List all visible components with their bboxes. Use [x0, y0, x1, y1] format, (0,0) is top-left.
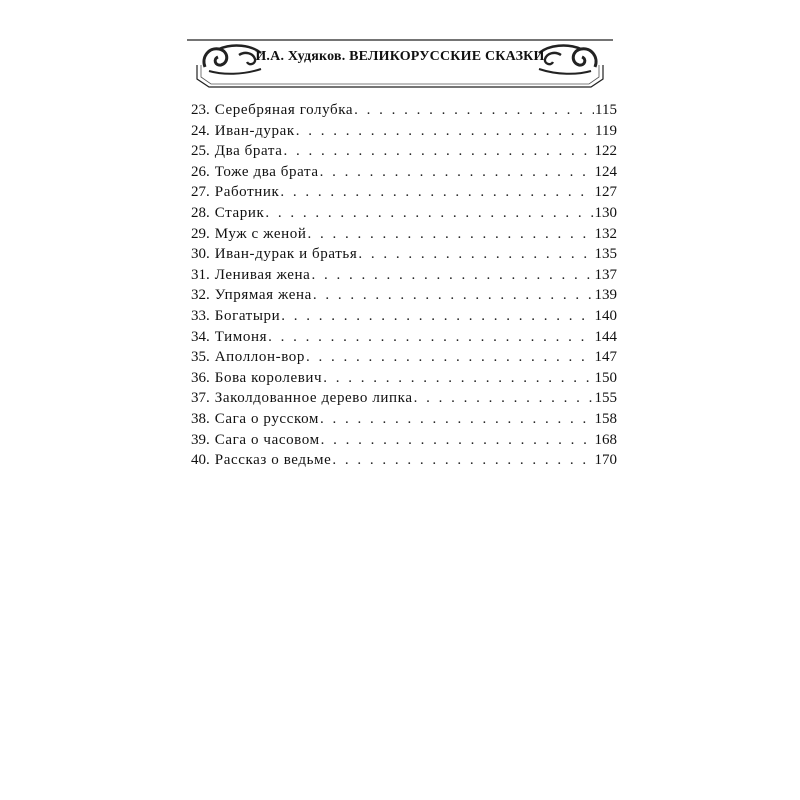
toc-entry: [191, 121, 617, 142]
toc-entry-title: Муж с женой: [214, 225, 307, 242]
toc-entry: [191, 244, 617, 265]
dot-leader: [296, 121, 594, 142]
dot-leader: [283, 141, 593, 162]
toc-entry-title: Упрямая жена: [214, 287, 312, 304]
toc-entry-page: 147: [594, 349, 617, 366]
dot-leader: [320, 409, 594, 430]
toc-entry-page: 132: [594, 225, 617, 242]
toc-entry: [191, 306, 617, 327]
toc-entry-number: 30.: [191, 246, 210, 263]
toc-entry-page: 127: [594, 184, 617, 201]
toc-entry-title: Тоже два брата: [214, 163, 319, 180]
toc-entry-page: 135: [594, 246, 617, 263]
dot-leader: [332, 450, 593, 471]
toc-entry: [191, 450, 617, 471]
toc-entry-page: 140: [594, 307, 617, 324]
toc-entry-number: 36.: [191, 369, 210, 386]
toc-entry-number: 32.: [191, 287, 210, 304]
toc-entry: [191, 430, 617, 451]
toc-entry-title: Заколдованное дерево липка: [214, 390, 413, 407]
toc-entry-page: 115: [595, 102, 617, 118]
toc-entry-page: 150: [594, 369, 617, 386]
toc-entry-number: 29.: [191, 225, 210, 242]
dot-leader: [311, 265, 593, 286]
toc-entry-page: 139: [594, 287, 617, 304]
dot-leader: [321, 430, 594, 451]
dot-leader: [313, 285, 594, 306]
toc-entry-number: 27.: [191, 184, 210, 201]
dot-leader: [320, 162, 594, 183]
toc-entry-title: Сага о русском: [214, 410, 319, 427]
toc-entry: [191, 182, 617, 203]
toc-entry-page: 130: [594, 204, 617, 221]
toc-entry-number: 26.: [191, 163, 210, 180]
toc-entry-title: Богатыри: [214, 307, 281, 324]
toc-entry-title: Аполлон-вор: [214, 349, 305, 366]
toc-entry: [191, 265, 617, 286]
dot-leader: [265, 203, 593, 224]
toc-entry: [191, 100, 617, 121]
toc-entry-number: 34.: [191, 328, 210, 345]
toc-entry-page: 137: [594, 266, 617, 283]
toc-entry: [191, 162, 617, 183]
dot-leader: [306, 347, 594, 368]
toc-entry-number: 28.: [191, 204, 210, 221]
dot-leader: [281, 306, 593, 327]
toc-entry: [191, 224, 617, 245]
toc-entry-page: 144: [594, 328, 617, 345]
toc-entry: [191, 203, 617, 224]
toc-entry-title: Работник: [214, 184, 280, 201]
dot-leader: [354, 100, 594, 121]
dot-leader: [323, 368, 593, 389]
table-of-contents: [191, 100, 617, 471]
toc-entry-page: 122: [594, 143, 617, 160]
dot-leader: [358, 244, 593, 265]
toc-entry: [191, 388, 617, 409]
toc-entry-title: Старик: [214, 204, 265, 221]
toc-entry-page: 170: [594, 452, 617, 469]
toc-entry-page: 119: [595, 122, 617, 139]
toc-entry-number: 40.: [191, 452, 210, 469]
toc-entry-number: 35.: [191, 349, 210, 366]
toc-entry-number: 38.: [191, 410, 210, 427]
toc-entry-number: 23.: [191, 102, 210, 118]
toc-entry: [191, 347, 617, 368]
header-title: И.А. Худяков. ВЕЛИКОРУССКИЕ СКАЗКИ: [255, 49, 545, 64]
toc-entry-title: Рассказ о ведьме: [214, 452, 332, 469]
toc-entry-number: 31.: [191, 266, 210, 283]
toc-entry-title: Серебряная голубка: [214, 102, 354, 118]
toc-entry-number: 33.: [191, 307, 210, 324]
toc-entry: [191, 327, 617, 348]
toc-entry-title: Иван-дурак: [214, 122, 295, 139]
toc-entry: [191, 285, 617, 306]
toc-entry-number: 39.: [191, 431, 210, 448]
toc-entry-title: Бова королевич: [214, 369, 323, 386]
toc-entry: [191, 368, 617, 389]
toc-entry-page: 155: [594, 390, 617, 407]
dot-leader: [308, 224, 594, 245]
toc-entry-title: Два брата: [214, 143, 283, 160]
toc-entry-page: 158: [594, 410, 617, 427]
toc-entry-number: 24.: [191, 122, 210, 139]
toc-entry-number: 25.: [191, 143, 210, 160]
toc-entry-title: Ленивая жена: [214, 266, 311, 283]
toc-entry: [191, 141, 617, 162]
toc-entry-title: Иван-дурак и братья: [214, 246, 358, 263]
dot-leader: [280, 182, 593, 203]
toc-entry-page: 168: [594, 431, 617, 448]
toc-entry-number: 37.: [191, 390, 210, 407]
toc-entry-title: Сага о часовом: [214, 431, 320, 448]
toc-entry: [191, 409, 617, 430]
dot-leader: [268, 327, 593, 348]
toc-entry-page: 124: [594, 163, 617, 180]
dot-leader: [414, 388, 594, 409]
running-header: [187, 35, 613, 91]
toc-entry-title: Тимоня: [214, 328, 268, 345]
